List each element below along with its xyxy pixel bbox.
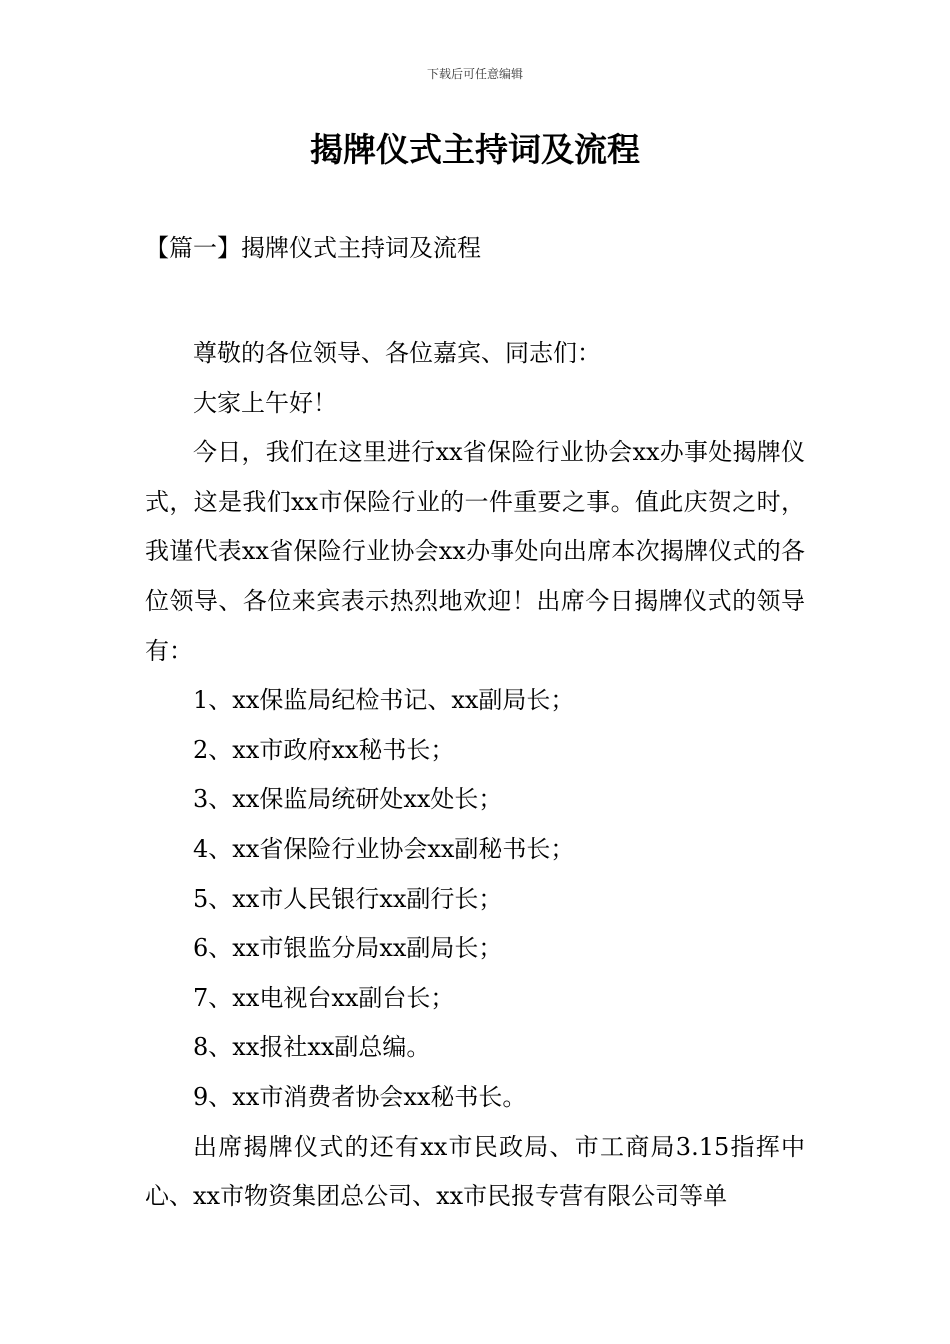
- document-body: [145, 329, 805, 1222]
- paragraph-greeting: 尊敬的各位领导、各位嘉宾、同志们：: [193, 339, 601, 367]
- leader-list-item: 8、xx报社xx副总编。: [193, 1033, 431, 1062]
- header-note: 下载后可任意编辑: [426, 67, 523, 81]
- paragraph-closing: 出席揭牌仪式的还有xx市民政局、市工商局3.15指挥中心、xx市物资集团总公司、xx市民报专营有限公司等单: [145, 1132, 805, 1211]
- leader-list-item: 3、xx保监局统研处xx处长；: [193, 785, 503, 814]
- leader-list-item: 2、xx市政府xx秘书长；: [193, 735, 455, 764]
- paragraph-intro: 今日，我们在这里进行xx省保险行业协会xx办事处揭牌仪式，这是我们xx市保险行业的一件重要之事。值此庆贺之时，我谨代表xx省保险行业协会xx办事处向出席本次揭牌仪式的各位领导、各位来宾表示热烈地欢迎！出席今日揭牌仪式的领导有：: [145, 438, 805, 665]
- leader-list-item: 7、xx电视台xx副台长；: [193, 983, 455, 1012]
- document-title: 揭牌仪式主持词及流程: [310, 130, 640, 169]
- section-heading: 【篇一】揭牌仪式主持词及流程: [145, 234, 481, 262]
- leader-list-item: 5、xx市人民银行xx副行长；: [193, 884, 503, 913]
- leader-list-item: 4、xx省保险行业协会xx副秘书长；: [193, 834, 575, 863]
- leader-list-item: 1、xx保监局纪检书记、xx副局长；: [193, 686, 575, 715]
- leader-list-item: 9、xx市消费者协会xx秘书长。: [193, 1082, 527, 1111]
- paragraph-hello: 大家上午好！: [193, 388, 337, 417]
- leader-list-item: 6、xx市银监分局xx副局长；: [193, 934, 503, 963]
